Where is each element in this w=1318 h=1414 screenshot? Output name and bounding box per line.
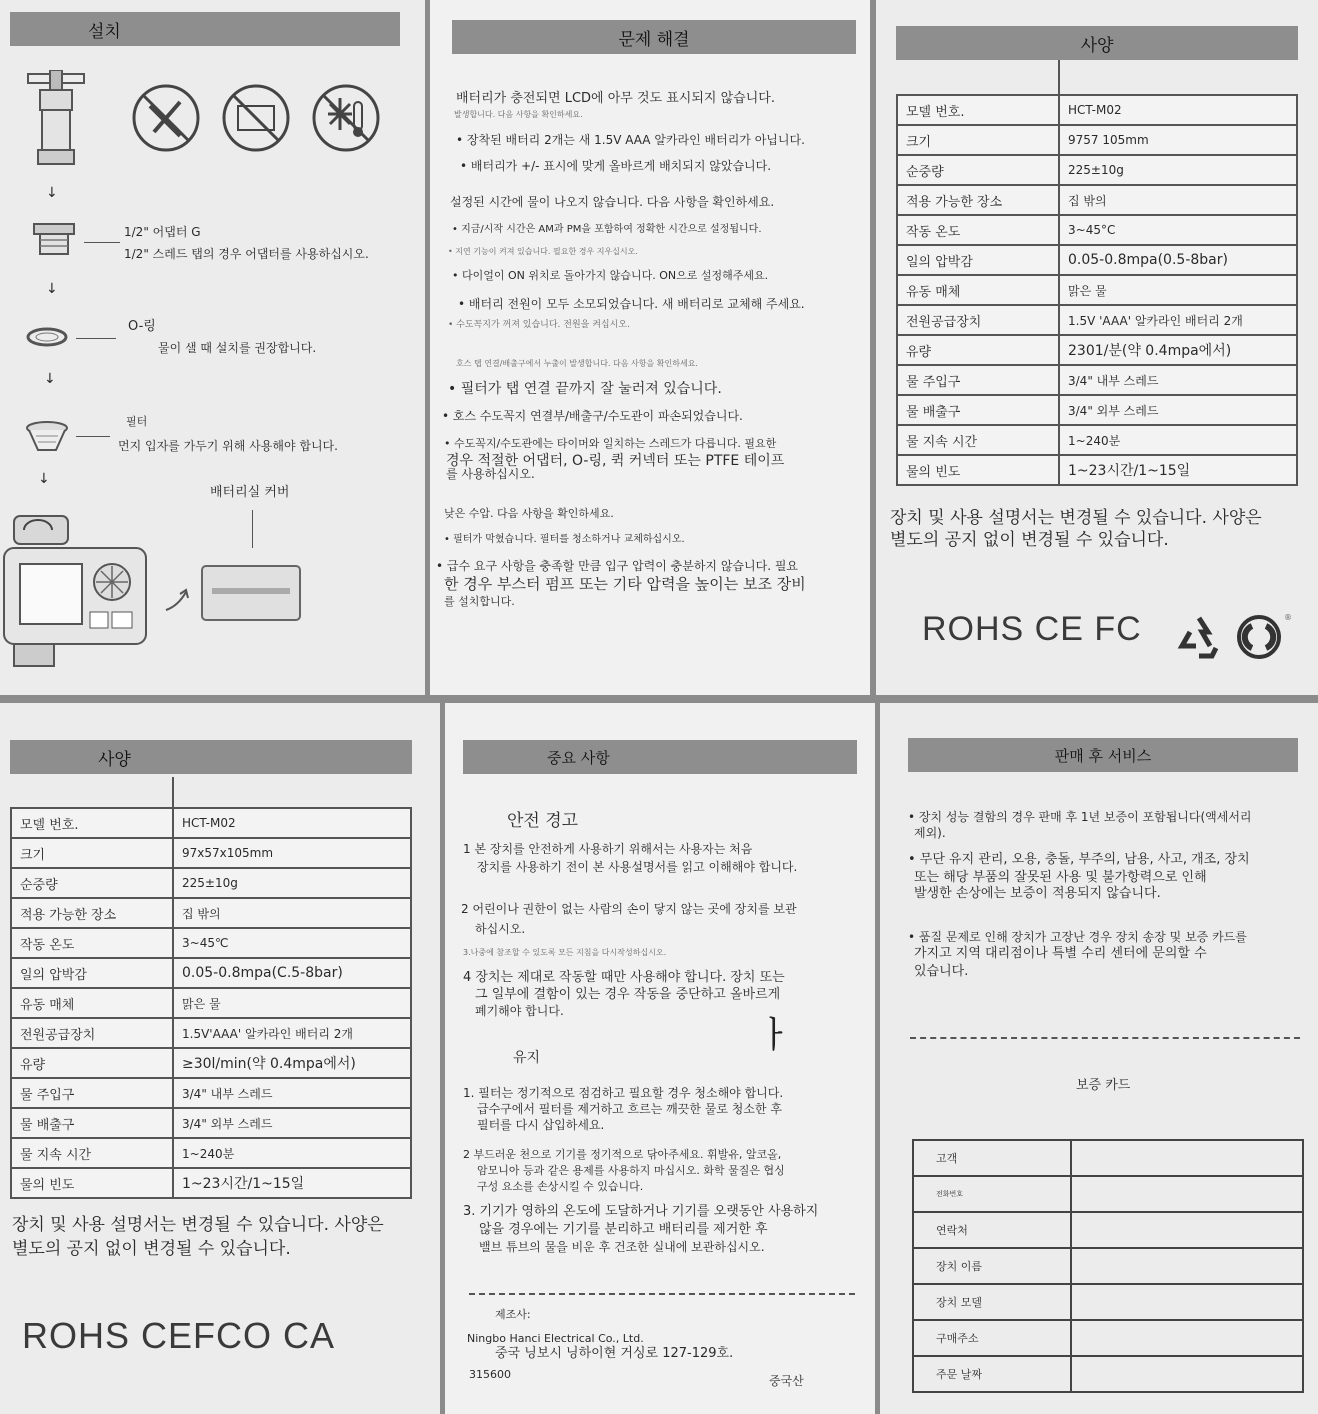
spec-key: 일의 압박감	[897, 245, 1059, 275]
s2-item-3: • 다이얼이 ON 위치로 돌아가지 않습니다. ON으로 설정해주세요.	[452, 269, 769, 282]
s1-item-2: • 배터리가 +/- 표시에 맞게 올바르게 배치되지 않았습니다.	[460, 159, 772, 173]
troubleshoot-panel	[430, 0, 870, 695]
spec-key: 물 지속 시간	[11, 1138, 173, 1168]
service-p2b: 또는 해당 부품의 잘못된 사용 및 불가항력으로 인해	[914, 870, 1207, 885]
spec-row	[11, 958, 411, 988]
no-dryer-icon	[220, 82, 292, 154]
warranty-field-label: 연락처	[913, 1212, 1071, 1248]
spec-key: 적용 가능한 장소	[897, 185, 1059, 215]
warranty-field-input[interactable]	[1071, 1248, 1303, 1284]
spec-row	[897, 275, 1297, 305]
battery-cover-label: 배터리실 커버	[210, 485, 290, 500]
spec-row	[897, 365, 1297, 395]
spec-key: 물 주입구	[897, 365, 1059, 395]
warranty-row	[913, 1320, 1303, 1356]
spec-key: 물의 빈도	[897, 455, 1059, 485]
spec-value: ≥30l/min(약 0.4mpa에서)	[173, 1048, 411, 1078]
mfr-origin: 중국산	[769, 1374, 804, 1388]
warranty-field-label: 전화번호	[913, 1176, 1071, 1212]
install-header: 설치	[10, 12, 400, 46]
oring-icon	[26, 326, 68, 348]
spec-row	[897, 335, 1297, 365]
s3-item-2: • 호스 수도꼭지 연결부/배출구/수도관이 파손되었습니다.	[442, 409, 743, 423]
spec-row	[897, 185, 1297, 215]
oring-leader	[76, 338, 116, 339]
s3-title: 호스 탭 연결/배출구에서 누출이 발생합니다. 다음 사항을 확인하세요.	[456, 359, 698, 368]
spec-value: 1~23시간/1~15일	[173, 1168, 411, 1198]
spec-value: 3~45℃	[173, 928, 411, 958]
spec-value: 3/4" 내부 스레드	[173, 1078, 411, 1108]
s2-item-4: • 배터리 전원이 모두 소모되었습니다. 새 배터리로 교체해 주세요.	[458, 297, 805, 311]
spec-value: 맑은 물	[173, 988, 411, 1018]
spec-row	[897, 215, 1297, 245]
arrow-4: ↓	[38, 471, 50, 487]
spec-bottom-panel	[0, 703, 440, 1414]
warranty-field-input[interactable]	[1071, 1176, 1303, 1212]
service-p1a: • 장치 성능 결함의 경우 판매 후 1년 보증이 포함됩니다(액세서리	[908, 810, 1252, 824]
spec-row	[11, 1018, 411, 1048]
s3-item-3b: 경우 적절한 어댑터, O-링, 퀵 커넥터 또는 PTFE 테이프	[446, 453, 785, 469]
warranty-row	[913, 1212, 1303, 1248]
arrow-curve-icon	[164, 586, 192, 614]
spec-row	[897, 125, 1297, 155]
spec-value: 1~23시간/1~15일	[1059, 455, 1297, 485]
spec-key: 작동 온도	[11, 928, 173, 958]
s1-title: 배터리가 충전되면 LCD에 아무 것도 표시되지 않습니다.	[456, 91, 775, 106]
spec-bottom-note-2: 별도의 공지 없이 변경될 수 있습니다.	[12, 1239, 291, 1259]
spec-value: 225±10g	[1059, 155, 1297, 185]
spec-value: 1.5V'AAA' 알카라인 배터리 2개	[173, 1018, 411, 1048]
service-dash-line	[910, 1037, 1300, 1039]
spec-top-note-1: 장치 및 사용 설명서는 변경될 수 있습니다. 사양은	[890, 508, 1262, 528]
spec-key: 유량	[11, 1048, 173, 1078]
cert-logo-text-bottom: ROHS CEFCO CA	[22, 1315, 336, 1356]
spec-value: 맑은 물	[1059, 275, 1297, 305]
spec-key: 물 주입구	[11, 1078, 173, 1108]
spec-value: 3~45°C	[1059, 215, 1297, 245]
i4b: 그 일부에 결함이 있는 경우 작동을 중단하고 올바르게	[475, 987, 781, 1002]
spec-row	[11, 898, 411, 928]
m1a: 1. 필터는 정기적으로 점검하고 필요할 경우 청소해야 합니다.	[463, 1086, 784, 1100]
i3: 3.나중에 참조할 수 있도록 모든 지침을 다시작성하십시오.	[463, 948, 667, 957]
adapter-icon	[30, 222, 78, 258]
mfr-addr: 중국 닝보시 닝하이현 거싱로 127-129호.	[495, 1346, 734, 1361]
spec-value: 3/4" 내부 스레드	[1059, 365, 1297, 395]
spec-key: 일의 압박감	[11, 958, 173, 988]
spec-key: 모델 번호.	[897, 95, 1059, 125]
i2a: 2 어린이나 권한이 없는 사람의 손이 닿지 않는 곳에 장치를 보관	[461, 902, 797, 916]
filter-title: 필터	[126, 415, 148, 428]
install-panel	[0, 0, 425, 695]
warranty-field-input[interactable]	[1071, 1140, 1303, 1176]
spec-value: 0.05-0.8mpa(C.5-8bar)	[173, 958, 411, 988]
adapter-title: 1/2" 어댑터 G	[124, 225, 201, 239]
warranty-row	[913, 1140, 1303, 1176]
s2-item-5: • 수도꼭지가 꺼져 있습니다. 전원을 켜십시오.	[448, 320, 630, 330]
spec-row	[11, 988, 411, 1018]
service-header: 판매 후 서비스	[908, 738, 1298, 772]
spec-key: 순중량	[11, 868, 173, 898]
m1b: 급수구에서 필터를 제거하고 흐르는 깨끗한 물로 청소한 후	[477, 1102, 782, 1116]
i4c: 폐기해야 합니다.	[475, 1004, 564, 1018]
spec-row	[11, 868, 411, 898]
spec-value: 1~240분	[1059, 425, 1297, 455]
mfr-zip: 315600	[469, 1368, 511, 1381]
warranty-field-input[interactable]	[1071, 1320, 1303, 1356]
spec-value: 1~240분	[173, 1138, 411, 1168]
service-p3a: • 품질 문제로 인해 장치가 고장난 경우 장치 송장 및 보증 카드를	[908, 930, 1247, 944]
spec-row	[897, 155, 1297, 185]
timer-device-illustration	[0, 510, 165, 670]
spec-row	[897, 395, 1297, 425]
spec-value: HCT-M02	[173, 808, 411, 838]
spec-value: 97x57x105mm	[173, 838, 411, 868]
s3-item-3a: • 수도꼭지/수도관에는 타이머와 일치하는 스레드가 다릅니다. 필요한	[444, 437, 777, 450]
spec-row	[11, 838, 411, 868]
m3a: 3. 기기가 영하의 온도에 도달하거나 기기를 오랫동안 사용하지	[463, 1204, 819, 1219]
spec-key: 작동 온도	[897, 215, 1059, 245]
service-p2a: • 무단 유지 관리, 오용, 충돌, 부주의, 남용, 사고, 개조, 장치	[908, 852, 1250, 867]
important-panel	[445, 703, 875, 1414]
s4-item-2a: • 급수 요구 사항을 충족할 만큼 입구 압력이 충분하지 않습니다. 필요	[436, 559, 799, 573]
s4-item-2c: 를 설치합니다.	[444, 595, 515, 608]
stray-mark: ㅏ	[757, 1015, 792, 1056]
faucet-icon	[26, 70, 86, 170]
spec-top-header: 사양	[896, 26, 1298, 60]
spec-key: 전원공급장치	[897, 305, 1059, 335]
arrow-2: ↓	[46, 281, 58, 297]
warranty-field-input[interactable]	[1071, 1356, 1303, 1392]
warranty-row	[913, 1176, 1303, 1212]
spec-top-divider	[1058, 60, 1060, 94]
spec-value: 집 밖의	[1059, 185, 1297, 215]
spec-row	[11, 928, 411, 958]
spec-key: 전원공급장치	[11, 1018, 173, 1048]
recycle-icon	[1176, 614, 1222, 660]
spec-key: 물 지속 시간	[897, 425, 1059, 455]
s3-item-1: • 필터가 탭 연결 끝까지 잘 눌러져 있습니다.	[448, 381, 722, 397]
spec-top-panel	[876, 0, 1318, 695]
s4-item-2b: 한 경우 부스터 펌프 또는 기타 압력을 높이는 보조 장비	[444, 575, 806, 593]
spec-key: 유동 매체	[897, 275, 1059, 305]
maint-title: 유지	[513, 1050, 541, 1066]
warranty-field-label: 장치 모델	[913, 1284, 1071, 1320]
filter-desc: 먼지 입자를 가두기 위해 사용해야 합니다.	[118, 439, 338, 453]
m3c: 밸브 튜브의 물을 비운 후 건조한 실내에 보관하십시오.	[479, 1240, 765, 1254]
spec-value: 3/4" 외부 스레드	[173, 1108, 411, 1138]
spec-value: 1.5V 'AAA' 알카라인 배터리 2개	[1059, 305, 1297, 335]
spec-bottom-divider	[172, 777, 174, 807]
warranty-field-label: 고객	[913, 1140, 1071, 1176]
spec-value: 0.05-0.8mpa(0.5-8bar)	[1059, 245, 1297, 275]
warranty-card-table	[912, 1139, 1304, 1393]
oring-title: O-링	[128, 319, 156, 334]
m2b: 암모니아 등과 같은 용제를 사용하지 마십시오. 화학 물질은 협싱	[477, 1164, 785, 1177]
cert-logo-text: ROHS CE FC	[922, 610, 1142, 648]
m1c: 필터를 다시 삽입하세요.	[477, 1118, 605, 1132]
no-freeze-icon	[310, 82, 382, 154]
oring-desc: 물이 샐 때 설치를 권장합니다.	[158, 341, 317, 355]
green-dot-icon	[1236, 614, 1282, 660]
adapter-leader	[84, 242, 120, 243]
s2-item-1: • 지금/시작 시간은 AM과 PM을 포함하여 정확한 시간으로 설정됩니다.	[452, 224, 762, 235]
spec-value: 225±10g	[173, 868, 411, 898]
spec-key: 물의 빈도	[11, 1168, 173, 1198]
spec-row	[11, 1138, 411, 1168]
service-p2c: 발생한 손상에는 보증이 적용되지 않습니다.	[914, 886, 1161, 901]
spec-bottom-note-1: 장치 및 사용 설명서는 변경될 수 있습니다. 사양은	[12, 1215, 384, 1235]
spec-key: 모델 번호.	[11, 808, 173, 838]
spec-row	[11, 1108, 411, 1138]
spec-key: 유동 매체	[11, 988, 173, 1018]
warranty-row	[913, 1284, 1303, 1320]
i1b: 장치를 사용하기 전이 본 사용설명서를 읽고 이해해야 합니다.	[477, 860, 798, 874]
battery-cover-illustration	[198, 562, 304, 624]
spec-key: 유량	[897, 335, 1059, 365]
no-tools-icon	[130, 82, 202, 154]
warranty-row	[913, 1356, 1303, 1392]
important-header: 중요 사항	[463, 740, 857, 774]
spec-key: 물 배출구	[897, 395, 1059, 425]
spec-bottom-header: 사양	[10, 740, 412, 774]
arrow-3: ↓	[44, 371, 56, 387]
s4-item-1: • 필터가 막혔습니다. 필터를 청소하거나 교체하십시오.	[444, 534, 685, 545]
warranty-row	[913, 1248, 1303, 1284]
warranty-field-input[interactable]	[1071, 1284, 1303, 1320]
spec-row	[897, 245, 1297, 275]
spec-key: 적용 가능한 장소	[11, 898, 173, 928]
m2a: 2 부드러운 천으로 기기를 정기적으로 닦아주세요. 휘발유, 알코올,	[463, 1148, 782, 1161]
battery-cover-leader	[252, 510, 253, 548]
spec-top-table	[896, 94, 1298, 486]
service-panel	[880, 703, 1318, 1414]
safety-title: 안전 경고	[507, 811, 579, 831]
s1-small: 발생합니다. 다음 사항을 확인하세요.	[454, 110, 583, 119]
troubleshoot-header: 문제 해결	[452, 20, 856, 54]
spec-row	[897, 455, 1297, 485]
spec-row	[897, 95, 1297, 125]
filter-leader	[76, 436, 110, 437]
s4-title: 낮은 수압. 다음 사항을 확인하세요.	[444, 507, 614, 520]
spec-row	[897, 305, 1297, 335]
spec-value: 집 밖의	[173, 898, 411, 928]
spec-key: 크기	[11, 838, 173, 868]
spec-key: 물 배출구	[11, 1108, 173, 1138]
spec-row	[11, 1168, 411, 1198]
warranty-card-title: 보증 카드	[1076, 1078, 1131, 1093]
m2c: 구성 요소를 손상시킬 수 있습니다.	[477, 1180, 644, 1193]
m3b: 않을 경우에는 기기를 분리하고 배터리를 제거한 후	[479, 1222, 768, 1237]
s2-title: 설정된 시간에 물이 나오지 않습니다. 다음 사항을 확인하세요.	[450, 195, 775, 209]
spec-bottom-table	[10, 807, 412, 1199]
i4a: 4 장치는 제대로 작동할 때만 사용해야 합니다. 장치 또는	[463, 970, 785, 985]
warranty-field-label: 구매주소	[913, 1320, 1071, 1356]
important-dash-line	[469, 1293, 855, 1295]
spec-key: 순중량	[897, 155, 1059, 185]
i2b: 하십시오.	[475, 922, 526, 936]
spec-value: 2301/분(약 0.4mpa에서)	[1059, 335, 1297, 365]
registered-mark: ®	[1284, 613, 1292, 622]
service-p3c: 있습니다.	[914, 964, 969, 979]
spec-key: 크기	[897, 125, 1059, 155]
spec-row	[897, 425, 1297, 455]
s2-item-2: • 지연 기능이 켜져 있습니다. 필요한 경우 지우십시오.	[448, 247, 638, 256]
i1a: 1 본 장치를 안전하게 사용하기 위해서는 사용자는 처음	[463, 842, 753, 856]
spec-row	[11, 1048, 411, 1078]
filter-icon	[24, 420, 70, 454]
mfr-label: 제조사:	[495, 1308, 531, 1321]
s1-item-1: • 장착된 배터리 2개는 새 1.5V AAA 알카라인 배터리가 아닙니다.	[456, 133, 805, 147]
service-p1b: 제외).	[914, 826, 946, 840]
adapter-desc: 1/2" 스레드 탭의 경우 어댑터를 사용하십시오.	[124, 247, 369, 261]
spec-value: HCT-M02	[1059, 95, 1297, 125]
spec-top-note-2: 별도의 공지 없이 변경될 수 있습니다.	[890, 530, 1169, 550]
spec-value: 3/4" 외부 스레드	[1059, 395, 1297, 425]
spec-row	[11, 1078, 411, 1108]
warranty-field-label: 장치 이름	[913, 1248, 1071, 1284]
warranty-field-input[interactable]	[1071, 1212, 1303, 1248]
warranty-field-label: 주문 날짜	[913, 1356, 1071, 1392]
spec-row	[11, 808, 411, 838]
service-p3b: 가지고 지역 대리점이나 특별 수리 센터에 문의할 수	[914, 946, 1207, 961]
s3-item-3c: 를 사용하십시오.	[446, 467, 535, 481]
mfr-name: Ningbo Hanci Electrical Co., Ltd.	[467, 1332, 644, 1345]
arrow-1: ↓	[46, 185, 58, 201]
spec-value: 9757 105mm	[1059, 125, 1297, 155]
